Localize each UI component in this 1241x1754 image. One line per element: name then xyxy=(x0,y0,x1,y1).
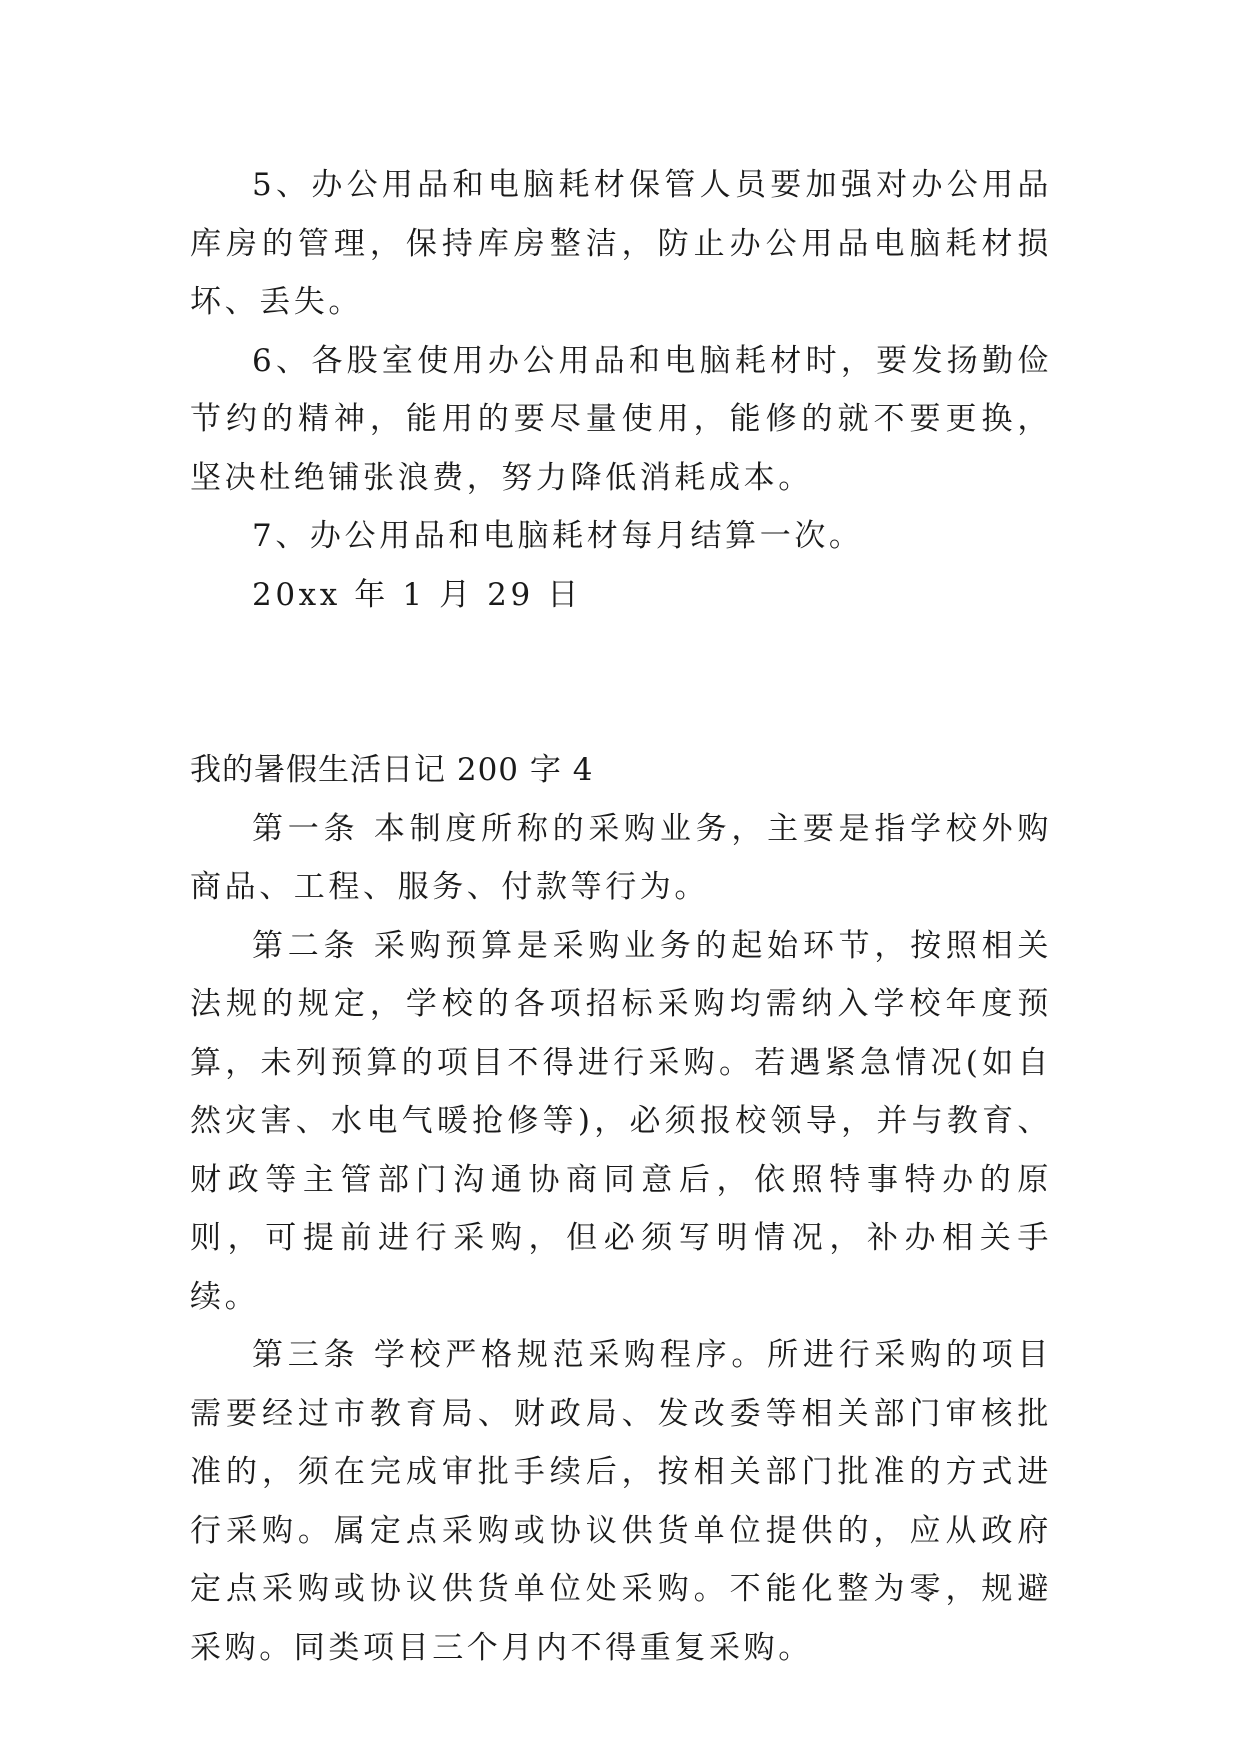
section-title: 我的暑假生活日记 200 字 4 xyxy=(190,752,594,788)
article-two: 第二条 采购预算是采购业务的起始环节，按照相关法规的规定，学校的各项招标采购均需纳入学校年度预算，未列预算的项目不得进行采购。若遇紧急情况(如自然灾害、水电气暖抢修等)，必须报校领导，并与教育、财政等主管部门沟通协商同意后，依照特事特办的原则，可提前进行采购，但必须写明情况，补办相关手续。 xyxy=(190,927,1052,1315)
document-body xyxy=(190,156,1052,1677)
article-three: 第三条 学校严格规范采购程序。所进行采购的项目需要经过市教育局、财政局、发改委等相关部门审核批准的，须在完成审批手续后，按相关部门批准的方式进行采购。属定点采购或协议供货单位提供的，应从政府定点采购或协议供货单位处采购。不能化整为零，规避采购。同类项目三个月内不得重复采购。 xyxy=(190,1337,1052,1666)
paragraph-item-7: 7、办公用品和电脑耗材每月结算一次。 xyxy=(252,518,864,554)
paragraph-item-6: 6、各股室使用办公用品和电脑耗材时，要发扬勤俭节约的精神，能用的要尽量使用，能修的就不要更换，坚决杜绝铺张浪费，努力降低消耗成本。 xyxy=(190,342,1052,496)
document-date: 20xx 年 1 月 29 日 xyxy=(252,576,582,613)
article-one: 第一条 本制度所称的采购业务，主要是指学校外购商品、工程、服务、付款等行为。 xyxy=(190,810,1052,905)
section-gap xyxy=(190,624,1052,741)
paragraph-item-5: 5、办公用品和电脑耗材保管人员要加强对办公用品库房的管理，保持库房整洁，防止办公用品电脑耗材损坏、丢失。 xyxy=(190,167,1052,320)
